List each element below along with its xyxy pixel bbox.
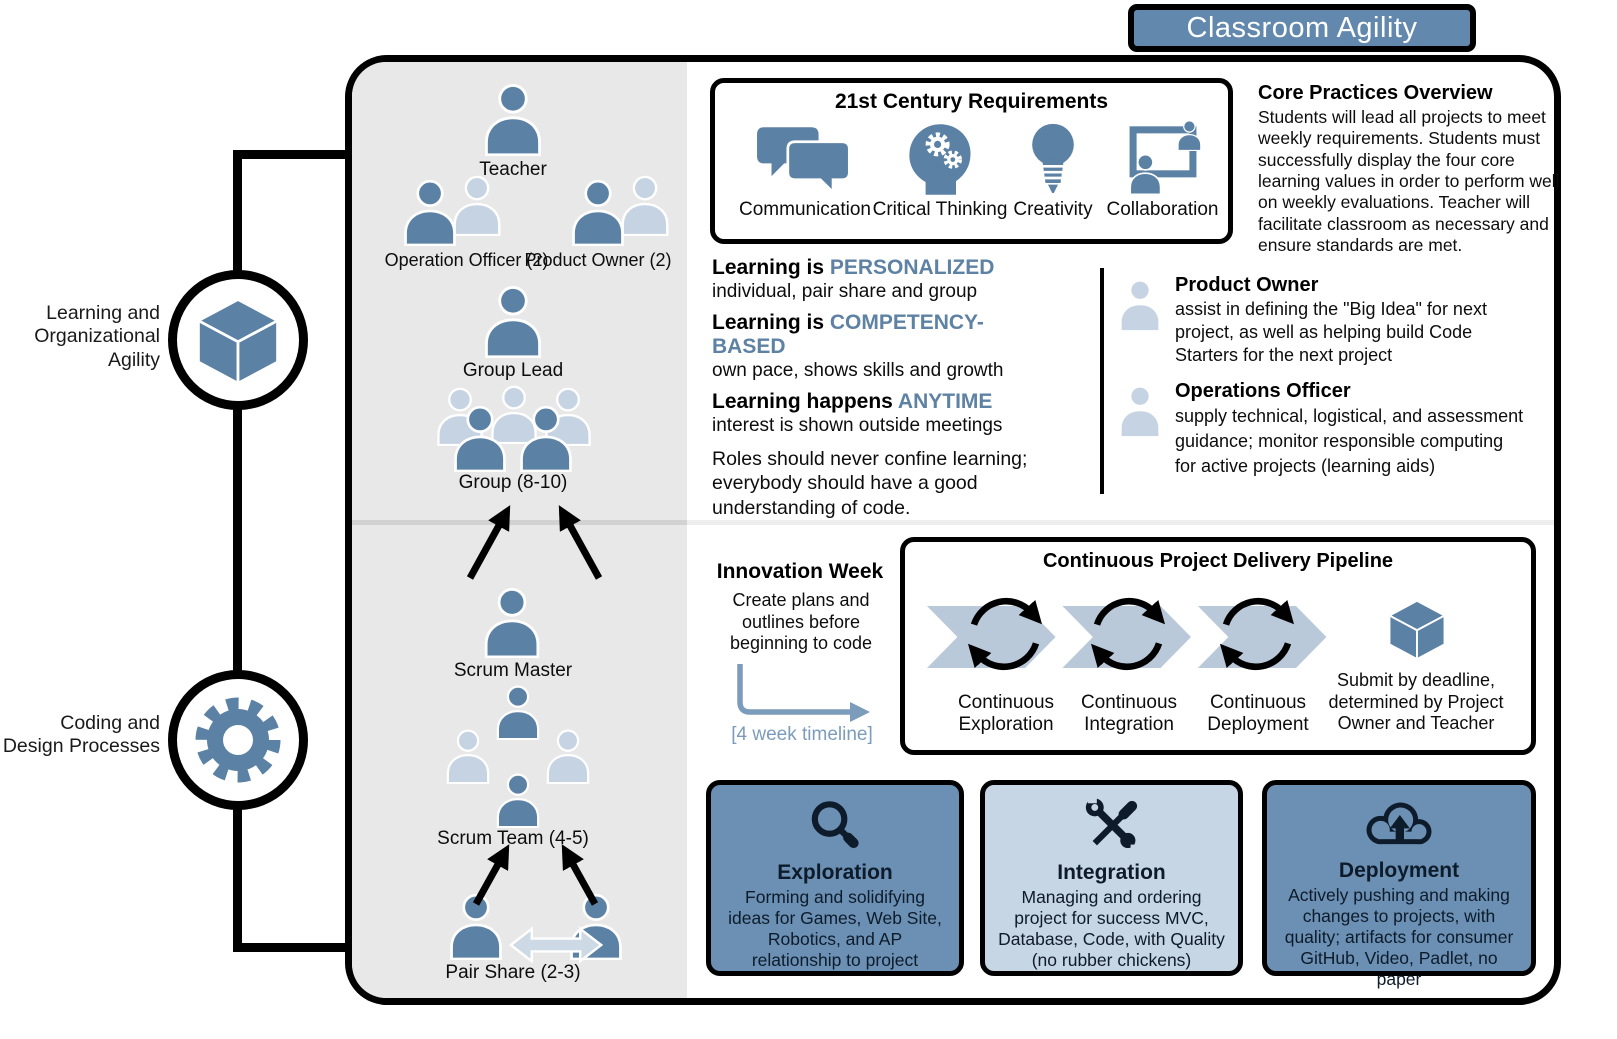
learning-values-section	[712, 256, 1057, 520]
continuous-cycle-icon	[958, 587, 1052, 681]
pair-share-left-icon	[442, 892, 510, 960]
learning-heading: Learning happens ANYTIME	[712, 390, 993, 413]
teacher-label: Teacher	[479, 159, 547, 180]
coding-processes-label: Coding and Design Processes	[2, 712, 160, 758]
roles-divider-line	[1100, 268, 1104, 494]
title-banner	[1128, 4, 1476, 52]
gear-icon	[188, 690, 288, 790]
submit-cube-icon	[1385, 597, 1449, 661]
highlight-competency: COMPETENCY-BASED	[712, 311, 984, 358]
pair-share-double-arrow-icon	[504, 924, 608, 966]
highlight-anytime: ANYTIME	[897, 390, 993, 413]
scrum-master-icon	[476, 586, 548, 658]
highlight-personalized: PERSONALIZED	[829, 256, 995, 279]
group-lead-icon	[476, 284, 550, 358]
person-front-icon	[564, 178, 632, 246]
main-frame	[345, 55, 1561, 1005]
requirement-label: Creativity	[1013, 199, 1093, 220]
page-title: Classroom Agility	[1186, 11, 1418, 44]
phase-title: Exploration	[777, 861, 893, 884]
scrum-team-label: Scrum Team (4-5)	[437, 828, 589, 849]
scrum-master-label: Scrum Master	[453, 660, 573, 681]
role-body: assist in defining the "Big Idea" for next project, as well as helping build Code Starters for the next project	[1175, 299, 1487, 365]
stage-label: Continuous Exploration	[957, 692, 1055, 735]
core-practices-body: Students will lead all projects to meet weekly requirements. Students must successfully display the four core learning values in order to perform well on weekly evaluations. Teacher will facilitate classroom as necessary and ensure standards are met.	[1258, 107, 1560, 256]
requirements-title: 21st Century Requirements	[834, 90, 1109, 113]
requirement-collaboration	[1100, 119, 1225, 241]
stage-label: Continuous Deployment	[1207, 692, 1309, 735]
requirement-creativity	[993, 119, 1113, 241]
product-owner-role-icon	[1113, 278, 1167, 332]
submit-note: Submit by deadline, determined by Project Owner and Teacher	[1328, 670, 1504, 734]
product-owner-role	[1175, 274, 1527, 367]
innovation-week-body: Create plans and outlines before beginning to code	[729, 590, 873, 654]
person-icon	[440, 728, 496, 784]
timeline-elbow-arrow-icon	[730, 662, 882, 722]
learning-detail: own pace, shows skills and growth	[712, 360, 1004, 381]
group-cluster-icon	[430, 384, 598, 474]
teacher-icon	[476, 82, 550, 156]
person-front-icon	[512, 404, 580, 472]
cube-icon	[192, 294, 284, 386]
role-title: Product Owner	[1175, 274, 1319, 296]
learning-agility-circle	[168, 270, 308, 410]
requirement-label: Communication	[739, 199, 871, 220]
learning-detail: interest is shown outside meetings	[712, 415, 1003, 436]
tools-icon	[1081, 795, 1143, 857]
head-gears-icon	[900, 119, 980, 197]
continuous-cycle-icon	[1210, 587, 1304, 681]
person-icon	[490, 684, 546, 740]
cloud-upload-icon	[1355, 795, 1443, 855]
deployment-phase-box	[1262, 780, 1536, 989]
requirements-box	[710, 78, 1233, 244]
stage-label: Continuous Integration	[1080, 692, 1178, 735]
requirement-communication	[730, 119, 880, 241]
integration-phase-box	[980, 780, 1243, 976]
phase-title: Deployment	[1338, 859, 1460, 882]
coding-processes-circle	[168, 670, 308, 810]
phase-body: Actively pushing and making changes to projects, with quality; artifacts for consumer GitHub, Video, Padlet, no paper	[1284, 885, 1514, 989]
phase-title: Integration	[1057, 861, 1166, 884]
product-owner-label: Product Owner (2)	[524, 250, 672, 270]
pipeline-title: Continuous Project Delivery Pipeline	[1042, 550, 1394, 572]
learning-heading: Learning is PERSONALIZED	[712, 256, 995, 279]
lightbulb-icon	[1027, 119, 1079, 197]
learning-detail: individual, pair share and group	[712, 281, 978, 302]
magnifier-icon	[804, 795, 866, 857]
quadrant-divider-right	[687, 520, 1554, 525]
requirement-label: Critical Thinking	[872, 199, 1008, 220]
quadrant-divider-left	[352, 520, 687, 525]
person-front-icon	[396, 178, 464, 246]
operations-officer-role	[1175, 380, 1527, 478]
learning-agility-label: Learning and Organizational Agility	[34, 302, 160, 371]
pair-share-label: Pair Share (2-3)	[445, 962, 581, 983]
phase-body: Managing and ordering project for success MVC, Database, Code, with Quality (no rubber chickens)	[998, 887, 1225, 970]
operation-officer-pair-icon	[396, 174, 516, 250]
scrum-team-cluster-icon	[440, 684, 596, 830]
bracket-top-line	[233, 150, 349, 159]
person-icon	[540, 728, 596, 784]
bracket-bottom-line	[233, 943, 349, 952]
speech-bubbles-icon	[755, 119, 855, 197]
operations-officer-role-icon	[1113, 384, 1167, 438]
phase-body: Forming and solidifying ideas for Games, Web Site, Robotics, and AP relationship to project	[728, 887, 942, 970]
exploration-phase-box	[706, 780, 964, 976]
requirement-label: Collaboration	[1106, 199, 1219, 220]
group-lead-label: Group Lead	[462, 360, 564, 381]
product-owner-pair-icon	[564, 174, 684, 250]
learning-heading: Learning is COMPETENCY-BASED	[712, 311, 984, 358]
role-body: supply technical, logistical, and assessment guidance; monitor responsible computing for active projects (learning aids)	[1175, 406, 1524, 476]
pipeline-box	[900, 537, 1536, 755]
operation-officer-label: Operation Officer (2)	[384, 250, 549, 270]
timeline-label: [4 week timeline]	[731, 724, 873, 745]
group-label: Group (8-10)	[458, 472, 568, 493]
person-front-icon	[446, 404, 514, 472]
person-icon	[490, 772, 546, 828]
people-screen-icon	[1119, 119, 1207, 197]
continuous-cycle-icon	[1081, 587, 1175, 681]
core-practices-title: Core Practices Overview	[1258, 82, 1493, 104]
innovation-week-title: Innovation Week	[716, 560, 884, 583]
core-practices-section	[1258, 82, 1568, 256]
role-title: Operations Officer	[1175, 380, 1351, 402]
learning-note: Roles should never confine learning; everybody should have a good understanding of code.	[712, 448, 1028, 519]
